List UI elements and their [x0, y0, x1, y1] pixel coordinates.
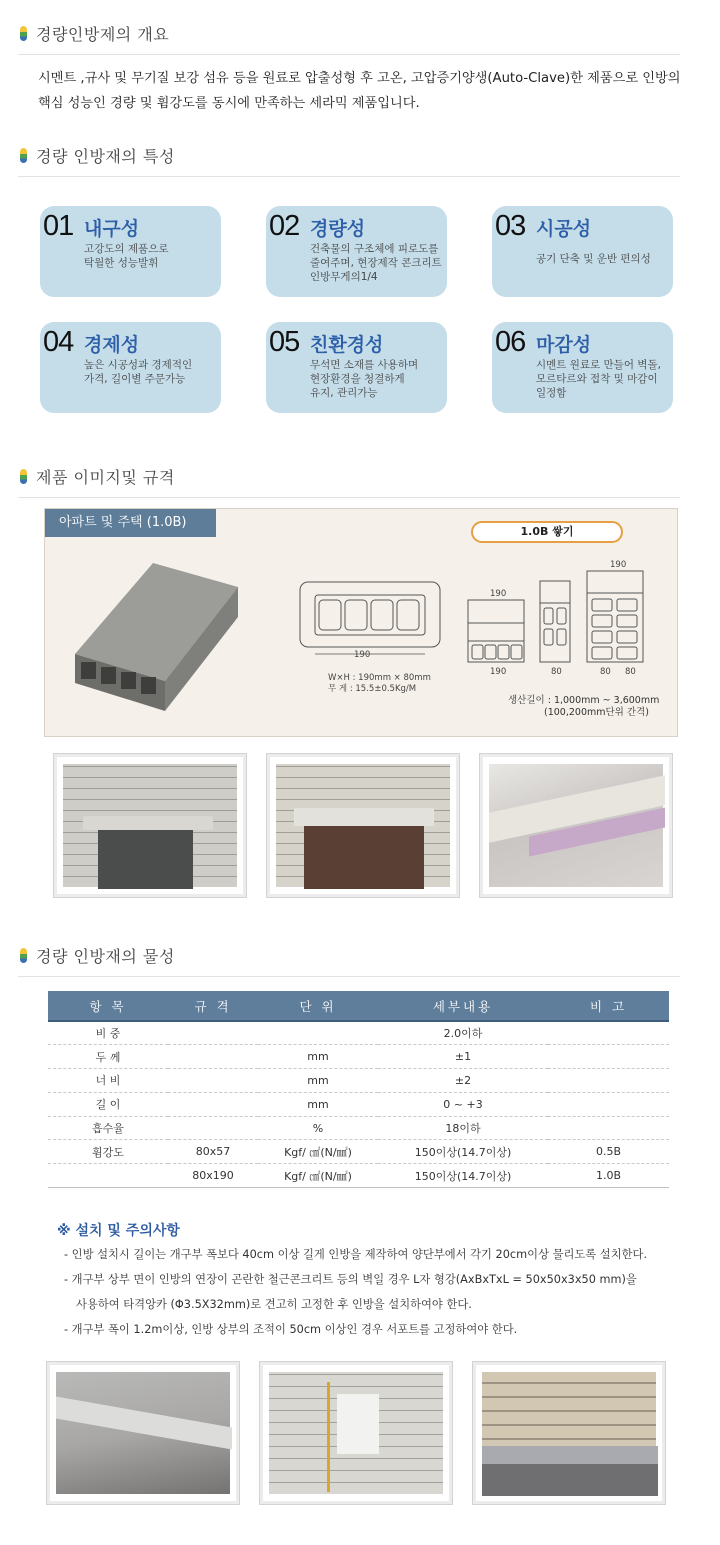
cell-spec [168, 1045, 258, 1069]
section-title: 제품 이미지및 규격 [36, 468, 175, 487]
cell-spec [168, 1069, 258, 1093]
photo-image [489, 764, 663, 887]
intro-line-1: 시멘트 ,규사 및 무기질 보강 섬유 등을 원료로 압출성형 후 고온, 고압증기양생(Auto-Clave)한 제품으로 인방의 [38, 71, 681, 86]
cell-note [548, 1116, 669, 1140]
cell-item [48, 1164, 168, 1188]
stack-dim-top-2: 190 [610, 560, 627, 570]
cell-detail: 150이상(14.7이상) [378, 1140, 548, 1164]
properties-table [48, 991, 669, 1188]
notice-item-2-cont: 사용하여 타격앙카 (Φ3.5X32mm)로 견고히 고정한 후 인방을 설치하여야 한다. [76, 1298, 472, 1311]
feature-number: 06 [495, 326, 526, 358]
section-header-overview [18, 19, 680, 55]
intro-line-2: 핵심 성능인 경량 및 휨강도를 동시에 만족하는 세라믹 제품입니다. [38, 96, 420, 111]
cell-item: 두 께 [48, 1045, 168, 1069]
product-tab: 아파트 및 주택 (1.0B) [45, 509, 216, 537]
cell-note [548, 1021, 669, 1045]
product-spec-panel [44, 508, 678, 737]
stack-dim-bottom-1: 190 [490, 667, 507, 677]
cell-note: 0.5B [548, 1140, 669, 1164]
cell-note [548, 1092, 669, 1116]
table-row [48, 1116, 669, 1140]
cell-unit: Kgf/ ㎠(N/㎟) [258, 1140, 378, 1164]
feature-title: 마감성 [536, 334, 592, 356]
cell-item: 너 비 [48, 1069, 168, 1093]
feature-card-durability [40, 206, 221, 297]
section-title: 경량인방제의 개요 [36, 25, 170, 44]
cell-spec: 80x190 [168, 1164, 258, 1188]
cell-detail: 18이하 [378, 1116, 548, 1140]
cell-unit: mm [258, 1069, 378, 1093]
lintel-3d-image [73, 559, 243, 719]
notice-item-3: - 개구부 폭이 1.2m이상, 인방 상부의 조적이 50cm 이상인 경우 서포트를 고정하여야 한다. [64, 1323, 518, 1336]
cell-note [548, 1069, 669, 1093]
feature-desc: 고강도의 제품으로 탁월한 성능발휘 [84, 243, 169, 269]
feature-number: 04 [43, 326, 74, 358]
table-header-row [48, 991, 669, 1021]
section-title: 경량 인방재의 물성 [36, 947, 175, 966]
install-photo-2 [266, 753, 460, 898]
production-length [508, 695, 659, 719]
stack-label: 1.0B 쌓기 [471, 521, 623, 543]
cell-unit: % [258, 1116, 378, 1140]
header-unit: 단 위 [258, 991, 378, 1021]
section-header-features [18, 141, 680, 177]
notice-item-2: - 개구부 상부 면이 인방의 연장이 곤란한 철근콘크리트 등의 벽일 경우 L자 형강(AxBxTxL = 50x50x3x50 mm)을 [64, 1273, 637, 1286]
table-row [48, 1164, 669, 1188]
caution-photo-3 [472, 1361, 666, 1505]
photo-image [56, 1372, 230, 1494]
production-length-interval: (100,200mm단위 간격) [544, 707, 649, 718]
feature-card-eco [266, 322, 447, 413]
install-photo-1 [53, 753, 247, 898]
feature-desc: 무석면 소재를 사용하며 현장환경을 청결하게 유지, 관리가능 [310, 359, 419, 399]
table-row [48, 1140, 669, 1164]
stack-dim-top-1: 190 [490, 589, 507, 599]
table-row [48, 1069, 669, 1093]
cell-unit: mm [258, 1092, 378, 1116]
cell-note: 1.0B [548, 1164, 669, 1188]
table-row [48, 1045, 669, 1069]
cell-unit: Kgf/ ㎠(N/㎟) [258, 1164, 378, 1188]
cell-detail: 150이상(14.7이상) [378, 1164, 548, 1188]
header-note: 비 고 [548, 991, 669, 1021]
section-title: 경량 인방재의 특성 [36, 147, 175, 166]
cell-item: 흡수율 [48, 1116, 168, 1140]
feature-card-constructability [492, 206, 673, 297]
cross-section-width: 190 [354, 650, 371, 660]
section-header-product [18, 462, 680, 498]
stack-dim-bottom-4: 80 [625, 667, 636, 677]
feature-title: 경량성 [310, 218, 366, 240]
feature-desc: 공기 단축 및 운반 편의성 [536, 253, 651, 265]
spec-wh: W×H : 190mm × 80mm [328, 673, 431, 683]
cell-item: 비 중 [48, 1021, 168, 1045]
notice-title: ※ 설치 및 주의사항 [57, 1223, 180, 1239]
stack-dim-bottom-2: 80 [551, 667, 562, 677]
photo-image [276, 764, 450, 887]
feature-card-finish [492, 322, 673, 413]
feature-title: 경제성 [84, 334, 140, 356]
feature-number: 02 [269, 210, 300, 242]
feature-card-economy [40, 322, 221, 413]
stack-dim-bottom-3: 80 [600, 667, 611, 677]
photo-image [63, 764, 237, 887]
cross-section-drawing [297, 579, 447, 674]
stacking-drawings [465, 563, 675, 683]
feature-card-lightweight [266, 206, 447, 297]
cell-unit [258, 1021, 378, 1045]
bullet-icon [20, 948, 27, 963]
install-photo-3 [479, 753, 673, 898]
feature-title: 친환경성 [310, 334, 384, 356]
feature-desc: 시멘트 원료로 만들어 벽돌, 모르타르와 접착 및 마감이 일정함 [536, 359, 661, 399]
feature-number: 05 [269, 326, 300, 358]
table-row [48, 1021, 669, 1045]
spec-weight: 무 게 : 15.5±0.5Kg/M [328, 684, 417, 694]
header-spec: 규 격 [168, 991, 258, 1021]
cell-spec: 80x57 [168, 1140, 258, 1164]
cell-item: 휨강도 [48, 1140, 168, 1164]
cell-detail: ±2 [378, 1069, 548, 1093]
cell-spec [168, 1116, 258, 1140]
bullet-icon [20, 148, 27, 163]
feature-desc: 건축물의 구조체에 피로도를 줄여주며, 현장제작 콘크리트 인방무게의1/4 [310, 243, 442, 283]
caution-photo-2 [259, 1361, 453, 1505]
intro-text [38, 66, 688, 116]
feature-number: 03 [495, 210, 526, 242]
header-detail: 세부내용 [378, 991, 548, 1021]
photo-image [482, 1372, 656, 1494]
bullet-icon [20, 26, 27, 41]
cell-detail: ±1 [378, 1045, 548, 1069]
table-row [48, 1092, 669, 1116]
cell-item: 길 이 [48, 1092, 168, 1116]
cell-spec [168, 1021, 258, 1045]
section-header-properties [18, 941, 680, 977]
cell-spec [168, 1092, 258, 1116]
bullet-icon [20, 469, 27, 484]
cell-unit: mm [258, 1045, 378, 1069]
cell-detail: 0 ~ +3 [378, 1092, 548, 1116]
feature-title: 내구성 [84, 218, 140, 240]
feature-number: 01 [43, 210, 74, 242]
notice-item-1: - 인방 설치시 길이는 개구부 폭보다 40cm 이상 길게 인방을 제작하여 양단부에서 각기 20cm이상 물리도록 설치한다. [64, 1248, 648, 1261]
production-length-range: 생산길이 : 1,000mm ~ 3,600mm [508, 695, 660, 706]
header-item: 항 목 [48, 991, 168, 1021]
feature-title: 시공성 [536, 218, 592, 240]
feature-desc: 높은 시공성과 경제적인 가격, 길이별 주문가능 [84, 359, 193, 385]
cell-note [548, 1045, 669, 1069]
caution-photo-1 [46, 1361, 240, 1505]
cell-detail: 2.0이하 [378, 1021, 548, 1045]
photo-image [269, 1372, 443, 1494]
